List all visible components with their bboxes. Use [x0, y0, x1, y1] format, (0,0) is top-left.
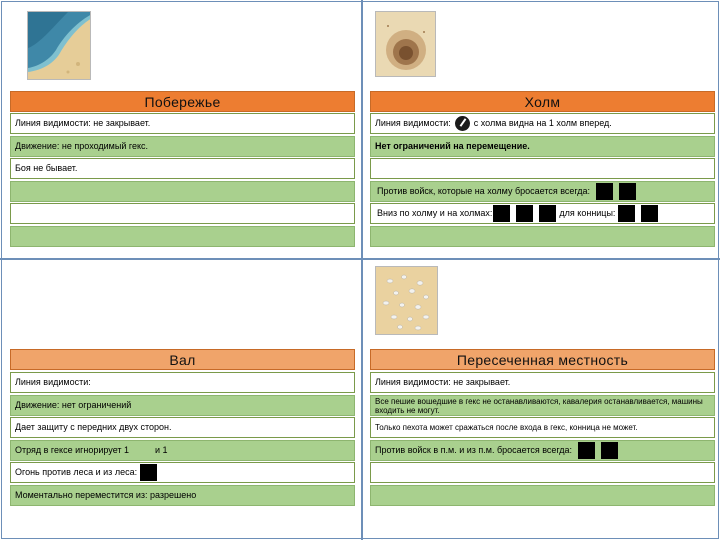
beach-empty-row — [10, 203, 355, 224]
beach-line-of-sight: Линия видимости: не закрывает. — [10, 113, 355, 134]
rampart-ignore — [10, 440, 355, 461]
horizontal-divider — [0, 258, 720, 260]
battle-die-icon — [539, 205, 556, 222]
hill-empty-row — [370, 158, 715, 179]
rampart-ignore-suffix: и 1 — [155, 445, 168, 455]
rough-attack-label: Против войск в п.м. и из п.м. бросается всегда: — [375, 445, 573, 455]
beach-combat: Боя не бывает. — [10, 158, 355, 179]
beach-empty-row — [10, 181, 355, 202]
hill-downhill-cavalry-label: для конницы: — [559, 208, 616, 218]
beach-movement: Движение: не проходимый гекс. — [10, 136, 355, 157]
beach-title: Побережье — [10, 91, 355, 112]
battle-die-icon — [618, 205, 635, 222]
rampart-protection: Дает защиту с передних двух сторон. — [10, 417, 355, 438]
hill-los-text: с холма видна на 1 холм вперед. — [473, 118, 612, 128]
rough-empty-row — [370, 485, 715, 506]
battle-die-icon — [578, 442, 595, 459]
rampart-fire-label: Огонь против леса и из леса: — [15, 467, 138, 477]
hill-downhill-label: Вниз по холму и на холмах: — [377, 208, 493, 218]
rough-attack — [370, 440, 715, 461]
beach-empty-row — [10, 226, 355, 247]
rampart-fire — [10, 462, 355, 483]
hill-empty-row — [370, 226, 715, 247]
rampart-ignore-label: Отряд в гексе игнорирует 1 — [15, 445, 130, 455]
battle-die-icon — [619, 183, 636, 200]
battle-die-icon — [140, 464, 157, 481]
rough-rule-combat: Только пехота может сражаться после входа в гекс, конница не может. — [370, 417, 715, 438]
rampart-movement: Движение: нет ограничений — [10, 395, 355, 416]
hill-attack-uphill-label: Против войск, которые на холму бросается всегда: — [377, 186, 591, 196]
vertical-divider — [361, 0, 363, 540]
battle-die-icon — [641, 205, 658, 222]
hill-movement: Нет ограничений на перемещение. — [370, 136, 715, 157]
rampart-instant: Моментально переместится из: разрешено — [10, 485, 355, 506]
beach-tile-image — [27, 11, 91, 80]
battle-die-icon — [493, 205, 510, 222]
rough-rule-movement: Все пешие вошедшие в гекс не останавливаются, кавалерия останавливается, машины входить не могут. — [370, 395, 715, 416]
battle-die-icon — [455, 116, 470, 131]
battle-die-icon — [516, 205, 533, 222]
rough-title: Пересеченная местность — [370, 349, 715, 370]
rough-empty-row — [370, 462, 715, 483]
hill-downhill — [370, 203, 715, 224]
rampart-line-of-sight: Линия видимости: — [10, 372, 355, 393]
hill-los-label: Линия видимости: — [375, 118, 451, 128]
battle-die-icon — [601, 442, 618, 459]
rampart-title: Вал — [10, 349, 355, 370]
battle-die-icon — [596, 183, 613, 200]
hill-title: Холм — [370, 91, 715, 112]
hill-tile-image — [375, 11, 436, 77]
rough-line-of-sight: Линия видимости: не закрывает. — [370, 372, 715, 393]
rough-terrain-tile-image — [375, 266, 438, 335]
hill-attack-uphill — [370, 181, 715, 202]
hill-line-of-sight — [370, 113, 715, 134]
